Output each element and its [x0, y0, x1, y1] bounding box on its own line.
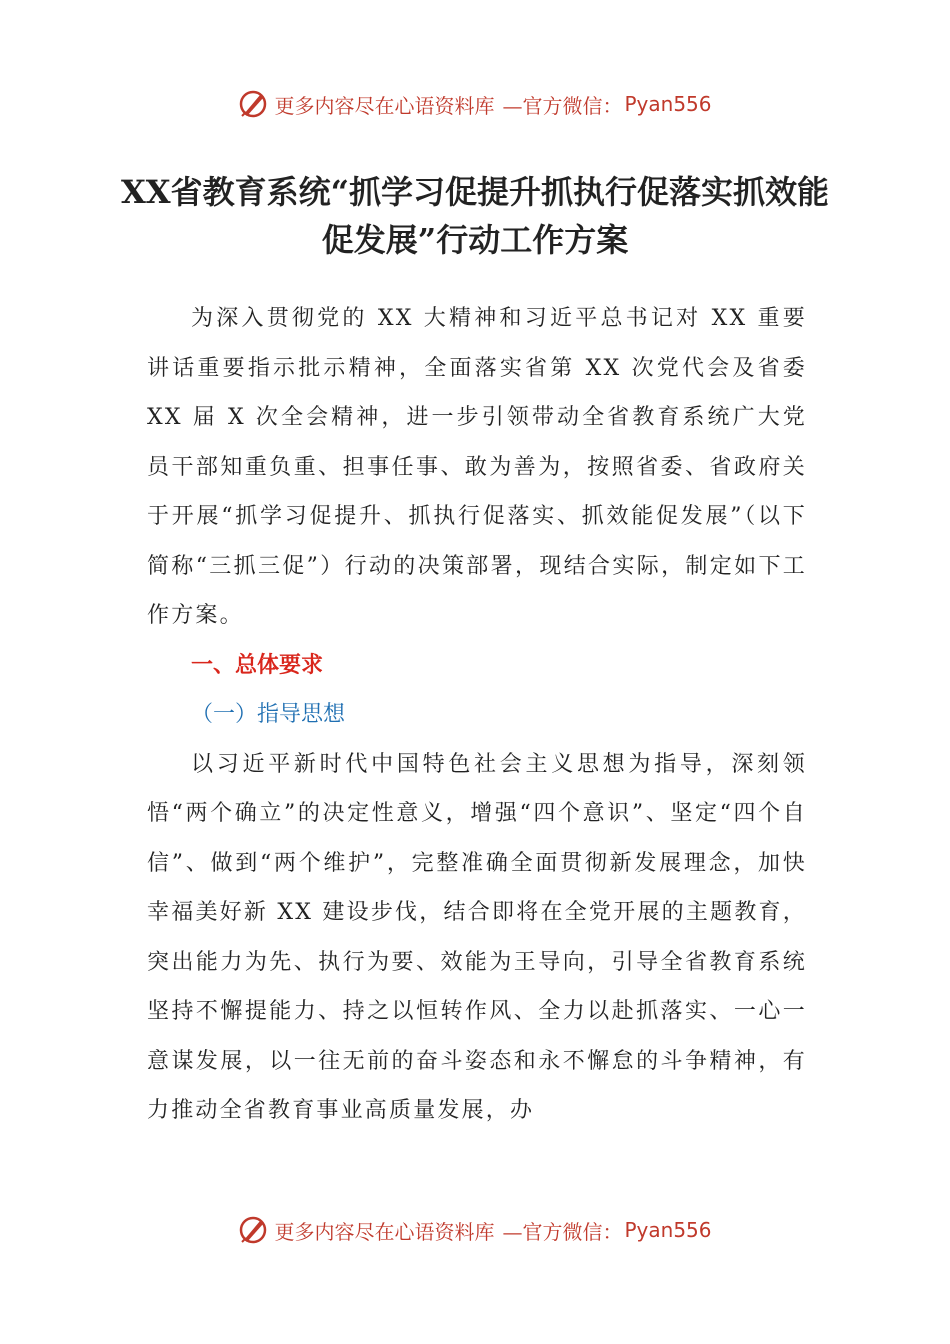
watermark-text: 更多内容尽在心语资料库 — [274, 93, 495, 118]
document-body — [147, 294, 807, 1136]
header-watermark — [0, 84, 950, 124]
quill-pen-circle-icon — [238, 89, 268, 119]
document-title: XX省教育系统“抓学习促提升抓执行促落实抓效能促发展”行动工作方案 — [120, 173, 830, 259]
watermark-wechat-id: Pyan556 — [624, 92, 712, 116]
watermark-separator: —官方微信： — [502, 1219, 623, 1244]
watermark-separator: —官方微信： — [502, 93, 623, 118]
footer-watermark — [0, 1210, 950, 1250]
intro-paragraph: 为深入贯彻党的 XX 大精神和习近平总书记对 XX 重要讲话重要指示批示精神，全面落实省第 XX 次党代会及省委 XX 届 X 次全会精神，进一步引领带动全省教育系统广大党员干部知重负重、担事任事、敢为善为，按照省委、省政府关于开展“抓学习促提升、抓执行促落实、抓效能促发展”（以下简称“三抓三促”）行动的决策部署，现结合实际，制定如下工作方案。 — [147, 306, 807, 628]
guiding-ideology-paragraph: 以习近平新时代中国特色社会主义思想为指导，深刻领悟“两个确立”的决定性意义，增强“四个意识”、坚定“四个自信”、做到“两个维护”，完整准确全面贯彻新发展理念，加快幸福美好新 XX 建设步伐，结合即将在全党开展的主题教育，突出能力为先、执行为要、效能为王导向，引导全省教育系统坚持不懈提能力、持之以恒转作风、全力以赴抓落实、一心一意谋发展，以一往无前的奋斗姿态和永不懈怠的斗争精神，有力推动全省教育事业高质量发展，办 — [147, 751, 807, 1123]
subsection-heading-guiding-ideology: （一）指导思想 — [191, 702, 346, 727]
section-heading-general-requirements: 一、总体要求 — [191, 652, 324, 678]
watermark-wechat-id: Pyan556 — [624, 1218, 712, 1242]
watermark-text: 更多内容尽在心语资料库 — [274, 1219, 495, 1244]
quill-pen-circle-icon — [238, 1215, 268, 1245]
